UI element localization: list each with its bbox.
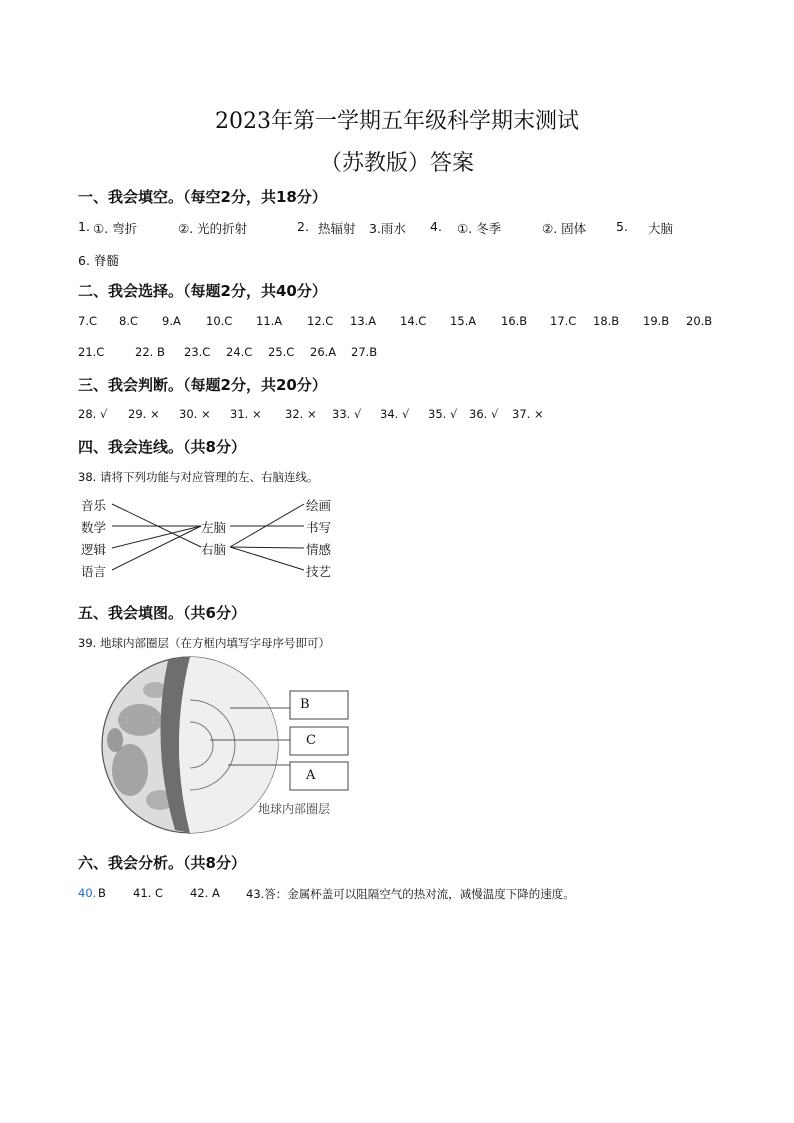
label-a: A — [306, 768, 316, 783]
answer-text: 32. × — [285, 407, 317, 421]
answer-text: 41. C — [133, 886, 163, 900]
answer-text: ②. 固体 — [542, 221, 587, 236]
answer-text: 12.C — [307, 314, 334, 328]
answer-text: 31. × — [230, 407, 262, 421]
left-function-item: 音乐 — [81, 498, 107, 513]
answer-text: 5. — [616, 219, 628, 234]
answer-text: ①. 冬季 — [457, 221, 502, 236]
answer-text: 16.B — [501, 314, 528, 328]
section-4-heading: 四、我会连线。（共8分） — [78, 438, 246, 456]
answer-text: 4. — [430, 219, 442, 234]
section-3-heading: 三、我会判断。（每题2分，共20分） — [78, 376, 327, 394]
answer-text: 20.B — [686, 314, 713, 328]
section-1-heading: 一、我会填空。（每空2分，共18分） — [78, 188, 327, 206]
answer-text: 1. — [78, 219, 90, 234]
answer-text: ①. 弯折 — [93, 221, 138, 236]
answer-text: 25.C — [268, 345, 295, 359]
answer-text: ②. 光的折射 — [178, 221, 248, 236]
question-text: 38. 请将下列功能与对应管理的左、右脑连线。 — [78, 470, 319, 484]
answer-text: 热辐射 — [318, 221, 356, 236]
answer-text: 7.C — [78, 314, 98, 328]
left-function-item: 数学 — [81, 520, 107, 535]
left-brain-label: 左脑 — [201, 520, 227, 535]
label-box-b — [290, 691, 348, 719]
diagram-caption: 地球内部圈层 — [258, 802, 331, 816]
section-6-heading: 六、我会分析。（共8分） — [78, 854, 246, 872]
left-function-item: 语言 — [81, 564, 107, 579]
answer-text: 3.雨水 — [369, 221, 406, 236]
answer-text: 11.A — [256, 314, 283, 328]
answer-text: 大脑 — [648, 221, 674, 236]
section-5-heading: 五、我会填图。（共6分） — [78, 604, 246, 622]
answer-text: 19.B — [643, 314, 670, 328]
right-function-item: 技艺 — [306, 564, 332, 579]
answer-text: 6. 脊髓 — [78, 253, 119, 268]
answer-text: 34. √ — [380, 407, 410, 421]
answer-text: 21.C — [78, 345, 105, 359]
answer-text: 26.A — [310, 345, 337, 359]
answer-text: 14.C — [400, 314, 427, 328]
label-c: C — [306, 733, 316, 748]
left-function-item: 逻辑 — [81, 542, 107, 557]
page-subtitle: （苏教版）答案 — [319, 151, 474, 176]
answer-text: 22. B — [135, 345, 165, 359]
question-text: 39. 地球内部圈层（在方框内填写字母序号即可） — [78, 636, 330, 650]
answer-text: 35. √ — [428, 407, 458, 421]
answer-text: 2. — [297, 219, 309, 234]
answer-text: 29. × — [128, 407, 160, 421]
answer-text: 33. √ — [332, 407, 362, 421]
answer-text: 42. A — [190, 886, 220, 900]
answer-text: 17.C — [550, 314, 577, 328]
answer-text: 10.C — [206, 314, 233, 328]
label-b: B — [300, 697, 310, 712]
right-function-item: 情感 — [306, 542, 332, 557]
answer-text: 28. √ — [78, 407, 108, 421]
answer-text: 18.B — [593, 314, 620, 328]
page-title: 2023年第一学期五年级科学期末测试 — [215, 109, 579, 134]
answer-number: 40. — [78, 886, 97, 900]
right-function-item: 绘画 — [306, 498, 332, 513]
answer-text: 43.答：金属杯盖可以阻隔空气的热对流，减慢温度下降的速度。 — [246, 887, 575, 901]
answer-text: 9.A — [162, 314, 181, 328]
label-box-c — [290, 727, 348, 755]
answer-text: 30. × — [179, 407, 211, 421]
right-brain-label: 右脑 — [201, 542, 227, 557]
answer-text: 36. √ — [469, 407, 499, 421]
answer-text: 37. × — [512, 407, 544, 421]
label-box-a — [290, 762, 348, 790]
answer-text: 24.C — [226, 345, 253, 359]
answer-text: B — [98, 886, 106, 900]
right-function-item: 书写 — [306, 520, 332, 535]
answer-text: 27.B — [351, 345, 378, 359]
answer-text: 8.C — [119, 314, 139, 328]
answer-text: 23.C — [184, 345, 211, 359]
section-2-heading: 二、我会选择。（每题2分，共40分） — [78, 282, 327, 300]
answer-text: 15.A — [450, 314, 477, 328]
answer-text: 13.A — [350, 314, 377, 328]
